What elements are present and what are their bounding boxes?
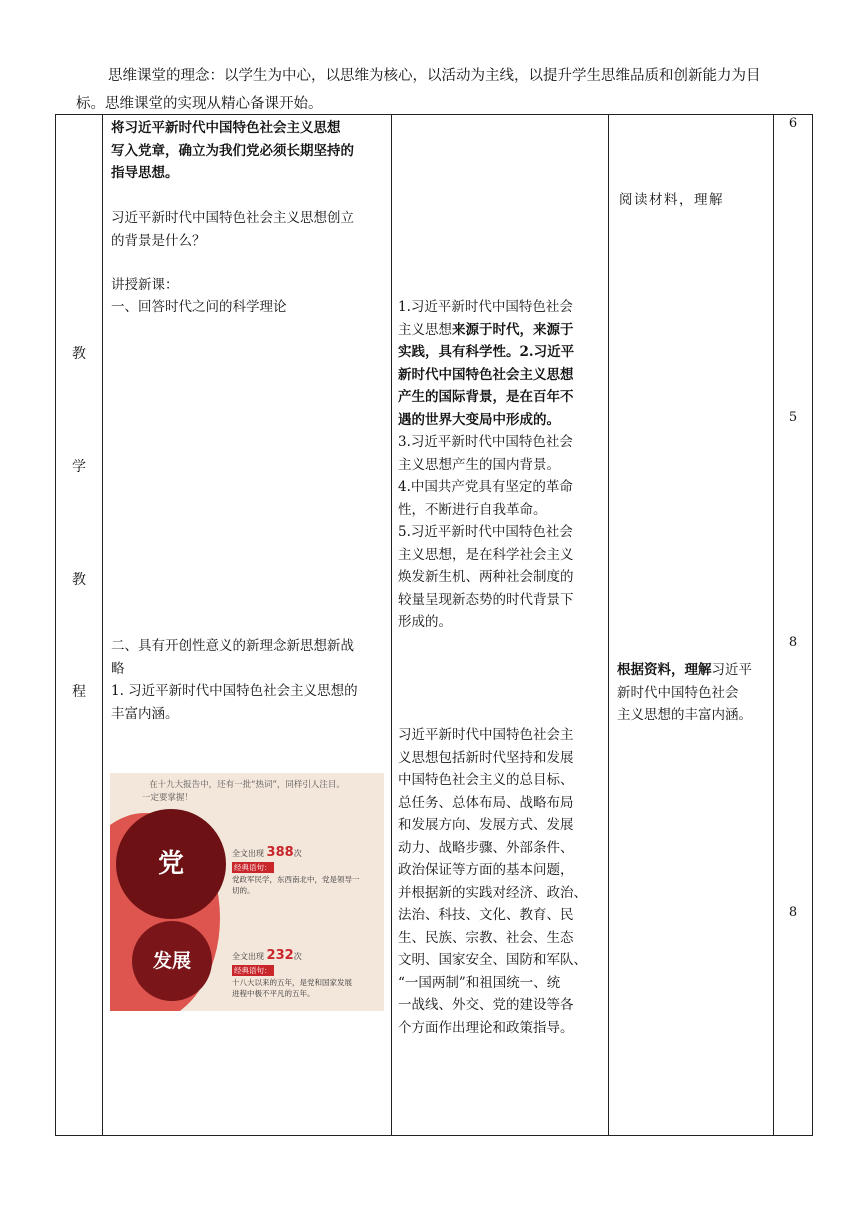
- paragraph-line: 义思想包括新时代坚持和发展: [398, 749, 574, 766]
- section-2-heading: [111, 635, 354, 680]
- quote-line: 切的。: [232, 886, 255, 895]
- point-line: 主义思想产生的国内背景。: [398, 456, 560, 473]
- paragraph-line: 中国特色社会主义的总目标、: [398, 772, 574, 788]
- paragraph-line: 动力、战略步骤、外部条件、: [398, 839, 574, 856]
- time-column: [774, 115, 813, 1136]
- paragraph-line: 生、民族、宗教、社会、生态: [398, 929, 574, 946]
- stage-char-4: 程: [72, 684, 86, 700]
- paragraph-line: 法治、科技、文化、教育、民: [398, 907, 574, 923]
- point-list: [398, 296, 574, 634]
- paragraph-line: 文明、国家安全、国防和军队、: [398, 952, 587, 968]
- bold-intro-line: 将习近平新时代中国特色社会主义思想: [111, 120, 341, 136]
- paragraph-line: 并根据新的实践对经济、政治、: [398, 884, 587, 901]
- point-line: 性，不断进行自我革命。: [398, 501, 547, 518]
- subsection-line: 1. 习近平新时代中国特色社会主义思想的: [111, 683, 358, 699]
- point-line: 3.习近平新时代中国特色社会: [398, 434, 573, 450]
- quote-line: 党政军民学，东西南北中，党是领导一: [232, 875, 360, 884]
- point-line: 4.中国共产党具有坚定的革命: [398, 479, 573, 495]
- stage-char-1: 教: [72, 346, 86, 362]
- activity-understand: [617, 659, 752, 727]
- time-value: 6: [788, 116, 798, 131]
- paragraph-line: 习近平新时代中国特色社会主: [398, 727, 574, 743]
- question-line: 习近平新时代中国特色社会主义思想创立: [111, 210, 354, 226]
- point-text-plain: 主义思想: [398, 321, 452, 338]
- time-value: 8: [788, 905, 798, 920]
- count-suffix: 次: [293, 849, 302, 858]
- point-line-bold: 产生的国际背景，是在百年不: [398, 389, 574, 405]
- stage-char-2: 学: [72, 459, 86, 475]
- quote-tag-development: 经典语句：: [234, 966, 272, 975]
- point-line-bold: 实践，具有科学性。2.习近平: [398, 344, 575, 360]
- activity-text-bold: 根据资料，理解: [617, 662, 712, 678]
- time-value: 5: [788, 410, 798, 425]
- paragraph-line: “一国两制”和祖国统一、统: [398, 974, 561, 991]
- activity-line: 新时代中国特色社会: [617, 684, 739, 701]
- intro-paragraph: [76, 62, 806, 118]
- count-prefix: 全文出现: [232, 849, 264, 858]
- point-line: 1.习近平新时代中国特色社会: [398, 299, 573, 315]
- paragraph-line: 总任务、总体布局、战略布局: [398, 794, 574, 811]
- point-line-mixed: [398, 319, 574, 342]
- count-value: 232: [266, 948, 294, 963]
- point-line: 较量呈现新态势的时代背景下: [398, 591, 574, 608]
- point-text-bold: 来源于时代，来源于: [452, 321, 574, 338]
- section-2-line: 略: [111, 660, 125, 677]
- point-line: 主义思想，是在科学社会主义: [398, 546, 574, 563]
- paragraph-line: 一战线、外交、党的建设等各: [398, 997, 574, 1013]
- question-line: 的背景是什么？: [111, 232, 206, 249]
- student-content-column: [392, 115, 609, 1136]
- quote-line: 进程中极不平凡的五年。: [232, 989, 315, 998]
- paragraph-line: 和发展方向、发展方式、发展: [398, 817, 574, 833]
- count-development: [232, 948, 302, 963]
- bold-intro-line: 指导思想。: [111, 165, 179, 181]
- hot-word-circle-party: 党: [116, 809, 226, 919]
- background-question: [111, 207, 354, 252]
- connotation-paragraph: [398, 724, 587, 1039]
- point-line: 形成的。: [398, 614, 452, 630]
- activity-text-plain: 习近平: [711, 662, 752, 678]
- count-suffix: 次: [293, 952, 302, 961]
- section-2-line: 二、具有开创性意义的新理念新思想新战: [111, 638, 354, 654]
- quote-development: [232, 977, 352, 999]
- section-1-heading: 一、回答时代之问的科学理论: [111, 299, 287, 315]
- stage-column: [56, 115, 103, 1136]
- subsection-1: [111, 680, 358, 725]
- count-prefix: 全文出现: [232, 952, 264, 961]
- quote-line: 十八大以来的五年，是党和国家发展: [232, 978, 352, 987]
- intro-line-2: 标。思维课堂的实现从精心备课开始。: [76, 96, 323, 112]
- lesson-plan-table: [55, 114, 813, 1136]
- infographic-header: 在十九大报告中，还有一批“热词”，同样引人注目。: [149, 780, 345, 790]
- student-activity-column: [609, 115, 774, 1136]
- point-line: 5.习近平新时代中国特色社会: [398, 524, 573, 540]
- time-value: 8: [788, 635, 798, 650]
- hot-word-circle-development: 发展: [132, 921, 212, 1001]
- quote-tag-party: 经典语句：: [234, 863, 272, 872]
- teacher-content-column: [103, 115, 392, 1136]
- intro-line-1: 思维课堂的理念：以学生为中心，以思维为核心，以活动为主线，以提升学生思维品质和创新能力为目: [108, 68, 761, 84]
- point-line: 焕发新生机、两种社会制度的: [398, 569, 574, 585]
- paragraph-line: 政治保证等方面的基本问题，: [398, 862, 574, 878]
- count-party: [232, 845, 302, 860]
- quote-party: [232, 874, 360, 896]
- activity-line: 主义思想的丰富内涵。: [617, 707, 752, 723]
- count-value: 388: [266, 845, 294, 860]
- stage-char-3: 教: [72, 572, 86, 588]
- hot-words-infographic: [110, 773, 384, 1011]
- bold-intro-line: 写入党章，确立为我们党必须长期坚持的: [111, 142, 354, 159]
- activity-read-material: 阅读材料，理解: [619, 192, 724, 208]
- point-line-bold: 遇的世界大变局中形成的。: [398, 411, 560, 428]
- subsection-line: 丰富内涵。: [111, 705, 179, 722]
- lecture-label: 讲授新课：: [111, 277, 179, 293]
- paragraph-line: 个方面作出理论和政策指导。: [398, 1019, 574, 1036]
- activity-line-mixed: [617, 659, 752, 682]
- bold-intro: [111, 117, 354, 185]
- infographic-subheader: 一定要掌握！: [142, 793, 194, 803]
- point-line-bold: 新时代中国特色社会主义思想: [398, 366, 574, 383]
